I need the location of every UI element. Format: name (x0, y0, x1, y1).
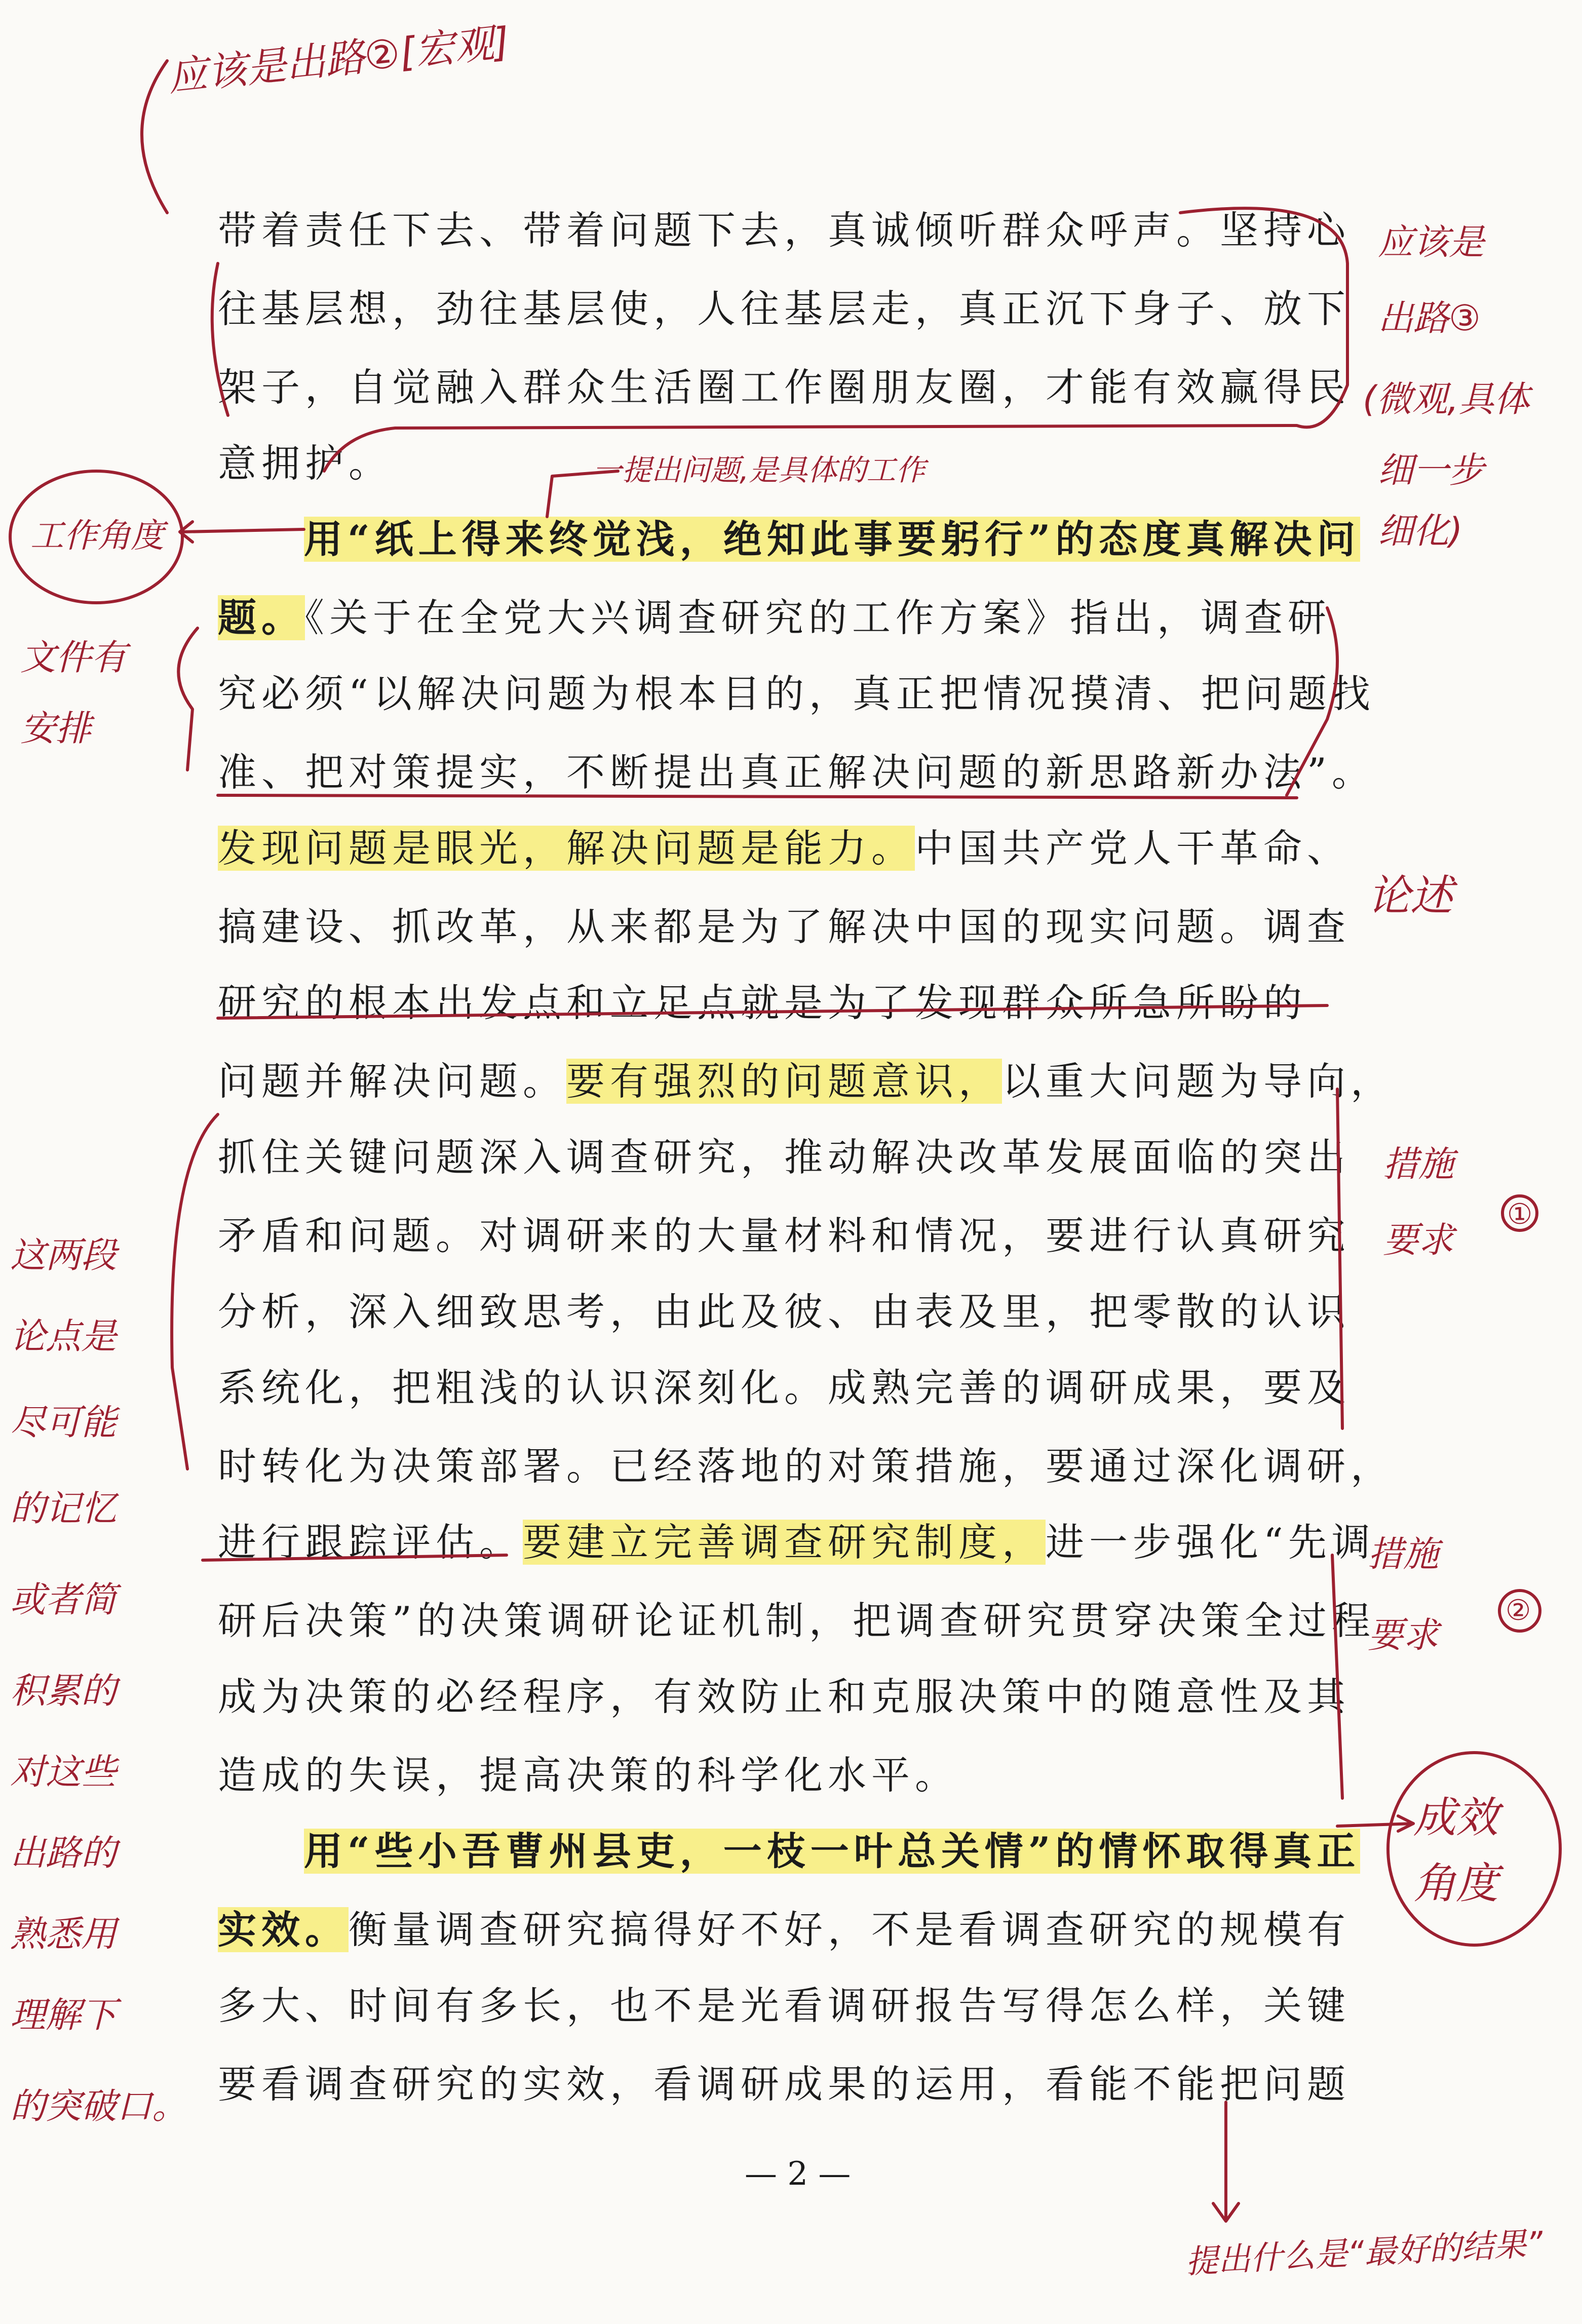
body-text: 问题并解决问题。 (218, 1059, 566, 1104)
body-text: 中国共产党人干革命、 (915, 826, 1351, 871)
annotation-left-col: 出路的 (10, 1832, 117, 1874)
body-line: 矛盾和问题。对调研来的大量材料和情况，要进行认真研究 (218, 1213, 1351, 1258)
key-sentence-highlight: 要有强烈的问题意识， (566, 1059, 1002, 1104)
annotation-left-col: 尽可能 (10, 1402, 117, 1443)
body-text: 进行跟踪评估。 (218, 1520, 523, 1565)
heading-highlight: 用“纸上得来终觉浅，绝知此事要躬行”的态度真解决问 (304, 517, 1361, 562)
annotation-measure1: 措施 (1383, 1143, 1454, 1185)
body-line: 究必须“以解决问题为根本目的，真正把情况摸清、把问题找 (218, 671, 1375, 716)
doc-quote-bracket (178, 628, 198, 770)
thesis-underline (218, 1005, 1327, 1018)
measure1-right-bracket (1337, 1089, 1342, 1428)
body-line: 带着责任下去、带着问题下去，真诚倾听群众呼声。坚持心 (218, 208, 1351, 253)
heading-highlight: 实效。 (218, 1907, 349, 1952)
page-number: — 2 — (745, 2155, 851, 2193)
measure1-left-bracket (172, 1114, 218, 1469)
body-text: 进一步强化“先调 (1046, 1520, 1375, 1565)
measure1-underline (203, 1555, 507, 1560)
body-line: 抓住关键问题深入调查研究，推动解决改革发展面临的突出 (218, 1135, 1351, 1180)
body-text: 衡量调查研究搞得好不好，不是看调查研究的规模有 (349, 1907, 1351, 1952)
right-angle-circle (1388, 1753, 1560, 1945)
annotation-left-col: 或者简 (10, 1579, 117, 1620)
body-text: 以重大问题为导向， (1002, 1059, 1394, 1104)
annotation-right1-line: 应该是 (1378, 221, 1484, 263)
annotation-left-doc: 安排 (20, 708, 91, 749)
annotation-measure2-number: ② (1506, 1594, 1531, 1627)
annotation-measure2: 要求 (1368, 1614, 1439, 1656)
annotation-right-circle: 角度 (1413, 1858, 1499, 1908)
annotation-measure2: 措施 (1368, 1533, 1439, 1575)
annotation-left-col: 对这些 (10, 1751, 117, 1793)
annotation-right-circle: 成效 (1413, 1793, 1499, 1842)
body-line: 造成的失误，提高决策的科学化水平。 (218, 1753, 958, 1798)
body-line: 研后决策”的决策调研论证机制，把调查研究贯穿决策全过程 (218, 1598, 1375, 1643)
key-sentence-highlight: 要建立完善调查研究制度， (523, 1520, 1046, 1565)
body-line: 搞建设、抓改革，从来都是为了解决中国的现实问题。调查 (218, 904, 1351, 949)
document-title: 《关于在全党大兴调查研究的工作方案》 (305, 595, 1070, 640)
annotation-left-col: 理解下 (10, 1994, 117, 2036)
annotation-above-heading: 一提出问题,是具体的工作 (593, 453, 925, 487)
body-line: 要看调查研究的实效，看调研成果的运用，看能不能把问题 (218, 2062, 1351, 2107)
body-line: 多大、时间有多长，也不是光看调研报告写得怎么样，关键 (218, 1983, 1351, 2028)
body-line: 准、把对策提实，不断提出真正解决问题的新思路新办法”。 (218, 750, 1375, 795)
doc-quote-right-bracket (1287, 608, 1337, 795)
body-line: 分析，深入细致思考，由此及彼、由表及里，把零散的认识 (218, 1289, 1351, 1334)
top-hook-stroke (142, 61, 167, 213)
section2-arrow (1337, 1824, 1413, 1826)
paragraph1-bracket (324, 208, 1347, 471)
key-sentence-highlight: 发现问题是眼光，解决问题是能力。 (218, 826, 915, 871)
annotation-left-col: 的突破口。 (10, 2085, 187, 2127)
annotation-bottom: 提出什么是“最好的结果” (1184, 2225, 1544, 2281)
annotation-left-col: 论点是 (10, 1315, 117, 1357)
annotation-left-col: 的记忆 (10, 1488, 117, 1529)
annotation-top: 应该是出路②[宏观] (166, 19, 512, 101)
doc-quote-underline (218, 795, 1297, 798)
heading-highlight: 题。 (218, 595, 305, 640)
heading-highlight: 用“些小吾曹州县吏，一枝一叶总关情”的情怀取得真正 (304, 1829, 1361, 1874)
arrow-to-heading1 (182, 529, 304, 532)
annotation-right1-line: 出路③ (1378, 297, 1481, 339)
annotation-left-doc: 文件有 (20, 637, 127, 678)
annotation-left-col: 积累的 (10, 1670, 117, 1712)
annotation-measure1-number: ① (1507, 1198, 1533, 1231)
paragraph1-underline (212, 263, 228, 415)
body-line: 架子，自觉融入群众生活圈工作圈朋友圈，才能有效赢得民 (218, 365, 1351, 410)
annotation-right1-line: 细一步 (1378, 449, 1484, 491)
measure2-right-bracket (1332, 1555, 1342, 1798)
body-line: 成为决策的必经程序，有效防止和克服决策中的随意性及其 (218, 1674, 1351, 1719)
body-text: 指出，调查研 (1070, 595, 1331, 640)
body-line: 研究的根本出发点和立足点就是为了发现群众所急所盼的 (218, 980, 1307, 1025)
annotation-argument: 论述 (1368, 871, 1453, 920)
annotation-left-col: 熟悉用 (10, 1913, 117, 1955)
annotation-right1-line: (微观,具体 (1363, 378, 1530, 420)
body-line: 意拥护。 (218, 441, 392, 486)
annotation-left-col: 这两段 (10, 1234, 117, 1276)
body-line: 系统化，把粗浅的认识深刻化。成熟完善的调研成果，要及 (218, 1365, 1351, 1410)
body-line: 时转化为决策部署。已经落地的对策措施，要通过深化调研， (218, 1444, 1394, 1489)
annotation-right1-line: 细化) (1378, 510, 1463, 552)
annotation-left-circle: 工作角度 (30, 516, 164, 555)
body-line: 往基层想，劲往基层使，人往基层走，真正沉下身子、放下 (218, 286, 1351, 331)
annotation-measure1: 要求 (1383, 1219, 1454, 1261)
